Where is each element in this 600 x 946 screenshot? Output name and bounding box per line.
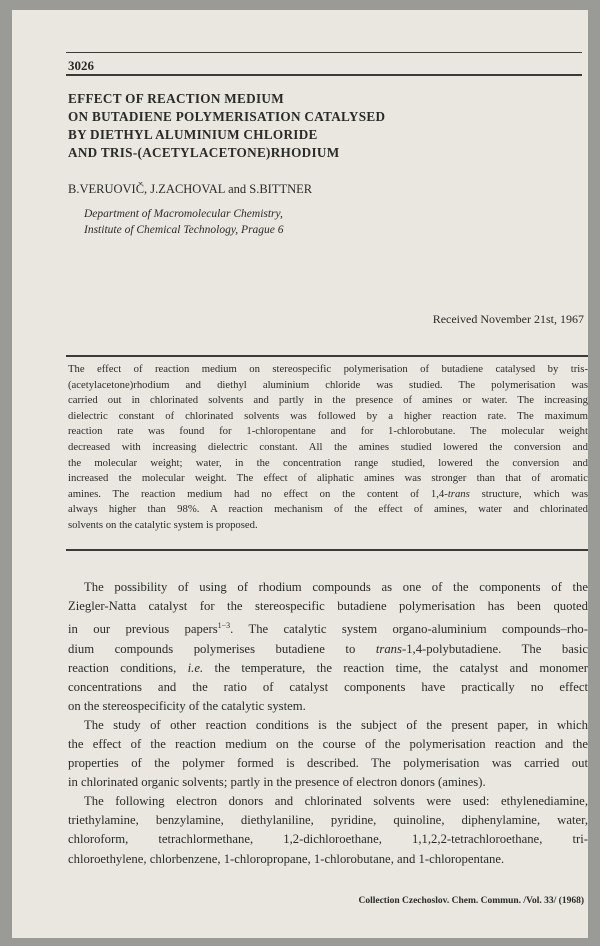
title-line: BY DIETHYL ALUMINIUM CHLORIDE — [68, 127, 318, 142]
body-line: chloroethylene, chlorbenzene, 1-chloropropane, 1-chlorobutane, and 1-chloropentane. — [68, 851, 505, 866]
affiliation-line: Department of Macromolecular Chemistry, — [84, 208, 283, 220]
article-title — [68, 90, 568, 162]
title-line: EFFECT OF REACTION MEDIUM — [68, 91, 284, 106]
body-line: Ziegler-Natta catalyst for the stereospecific butadiene polymerisation has been quoted — [68, 599, 588, 614]
title-line: ON BUTADIENE POLYMERISATION CATALYSED — [68, 109, 386, 124]
page-number: 3026 — [68, 58, 94, 73]
abstract-line: increased the molecular weight. The effect of aliphatic amines was stronger than that of aromatic — [68, 472, 588, 485]
abstract-line: always higher than 98%. A reaction mechanism of the effect of amines, water and chlorinated — [68, 503, 588, 516]
body-line: triethylamine, benzylamine, diethylaniline, pyridine, quinoline, diphenylamine, water, — [68, 813, 588, 828]
authors: B.VERUOVIČ, J.ZACHOVAL and S.BITTNER — [68, 182, 313, 196]
body-line: The following electron donors and chlorinated solvents were used: ethylenediamine, — [84, 794, 588, 809]
body-line: on the stereospecificity of the catalytic system. — [68, 698, 306, 713]
header-rule-thin — [66, 52, 582, 53]
header-rule-thick — [66, 74, 582, 76]
body-line: chloroform, tetrachlormethane, 1,2-dichloroethane, 1,1,2,2-tetrachloroethane, tri- — [68, 832, 588, 847]
body-line: dium compounds polymerises butadiene to trans-1,4-polybutadiene. The basic — [68, 641, 588, 656]
body-text — [68, 578, 588, 869]
body-line: The possibility of using of rhodium compounds as one of the components of the — [84, 580, 588, 594]
abstract-line: decreased with increasing dielectric constant. All the amines studied lowered the conversion and — [68, 440, 588, 453]
abstract — [68, 362, 588, 534]
body-line: in chlorinated organic solvents; partly in the presence of electron donors (amines). — [68, 775, 486, 790]
paper-page — [12, 10, 588, 938]
body-line: properties of the polymer formed is described. The polymerisation was carried out — [68, 756, 588, 771]
body-line: concentrations and the ratio of catalyst components have practically no effect — [68, 679, 588, 694]
body-line: in our previous papers$^{1-3}$. The catalytic system organo-aluminium compounds–rho- — [68, 621, 588, 637]
affiliation-line: Institute of Chemical Technology, Prague 6 — [84, 224, 284, 236]
received-date: Received November 21st, 1967 — [432, 312, 584, 326]
title-line: AND TRIS-(ACETYLACETONE)RHODIUM — [68, 145, 340, 160]
abstract-line: dielectric constant of chlorinated solvents was followed by a higher reaction rate. The maximum — [68, 409, 588, 422]
abstract-line: (acetylacetone)rhodium and diethyl aluminium chloride was studied. The polymerisation was — [68, 378, 588, 391]
abstract-line: solvents on the catalytic system is proposed. — [68, 518, 258, 531]
abstract-line: amines. The reaction medium had no effect on the content of 1,4-trans structure, which was — [68, 487, 588, 500]
body-line: The study of other reaction conditions is the subject of the present paper, in which — [84, 717, 588, 732]
abstract-rule-bottom — [66, 549, 588, 551]
abstract-line: The effect of reaction medium on stereospecific polymerisation of butadiene catalysed by tris- — [68, 363, 588, 375]
abstract-rule-top — [66, 355, 588, 357]
journal-footer: Collection Czechoslov. Chem. Commun. /Vol. 33/ (1968) — [358, 896, 584, 906]
abstract-line: the molecular weight; water, in the concentration range studied, lowered the conversion and — [68, 456, 588, 469]
body-line: the effect of the reaction medium on the course of the polymerisation reaction and the — [68, 736, 588, 751]
abstract-line: carried out in chlorinated solvents and partly in the presence of amines or water. The increasing — [68, 394, 588, 407]
body-line: reaction conditions, i.e. the temperature, the reaction time, the catalyst and monomer — [68, 660, 588, 675]
affiliation — [84, 206, 284, 238]
abstract-line: reaction rate was found for 1-chloropentane and for 1-chlorobutane. The molecular weight — [68, 425, 588, 438]
